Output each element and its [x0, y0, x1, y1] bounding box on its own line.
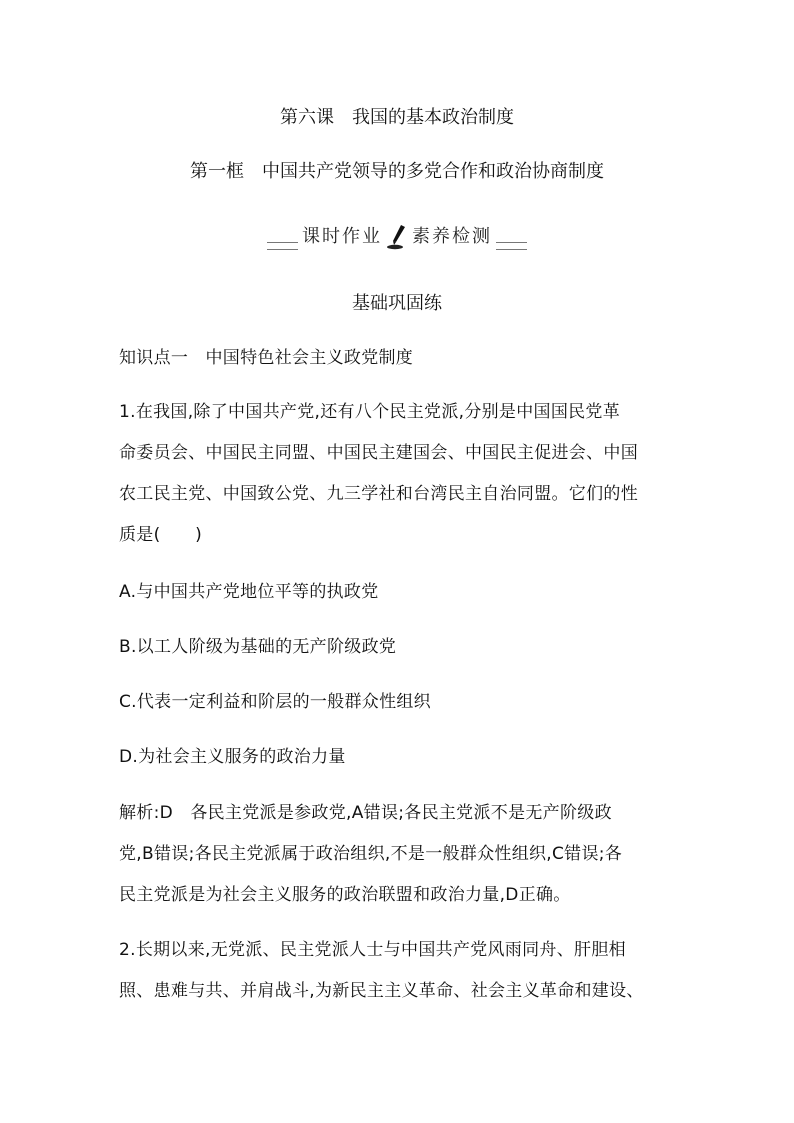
analysis-line: 民主党派是为社会主义服务的政治联盟和政治力量,D正确。 — [119, 885, 571, 905]
knowledge-point-heading: 知识点一 中国特色社会主义政党制度 — [119, 348, 414, 368]
option-b: B.以工人阶级为基础的无产阶级政党 — [119, 637, 397, 657]
question1-line: 1.在我国,除了中国共产党,还有八个民主党派,分别是中国国民党革 — [119, 402, 621, 422]
question1-line: 命委员会、中国民主同盟、中国民主建国会、中国民主促进会、中国 — [119, 443, 638, 463]
section-title: 第一框 中国共产党领导的多党合作和政治协商制度 — [190, 161, 604, 182]
subsection-title: 基础巩固练 — [352, 293, 442, 314]
option-c: C.代表一定利益和阶层的一般群众性组织 — [119, 692, 431, 712]
question1-line: 农工民主党、中国致公党、九三学社和台湾民主自治同盟。它们的性 — [119, 484, 638, 504]
lesson-title: 第六课 我国的基本政治制度 — [280, 107, 514, 128]
pen-icon — [386, 224, 408, 250]
banner-right-label: 素养检测 — [408, 224, 496, 250]
question1-line: 质是( ) — [119, 525, 203, 545]
banner-left-label: 课时作业 — [298, 224, 386, 250]
question2-line: 2.长期以来,无党派、民主党派人士与中国共产党风雨同舟、肝胆相 — [119, 940, 626, 960]
analysis-line: 解析:D 各民主党派是参政党,A错误;各民主党派不是无产阶级政 — [119, 803, 612, 823]
analysis-line: 党,B错误;各民主党派属于政治组织,不是一般群众性组织,C错误;各 — [119, 844, 623, 864]
option-d: D.为社会主义服务的政治力量 — [119, 747, 346, 767]
homework-banner — [267, 222, 527, 252]
question2-line: 照、患难与共、并肩战斗,为新民主主义革命、社会主义革命和建设、 — [119, 981, 644, 1001]
option-a: A.与中国共产党地位平等的执政党 — [119, 582, 379, 602]
